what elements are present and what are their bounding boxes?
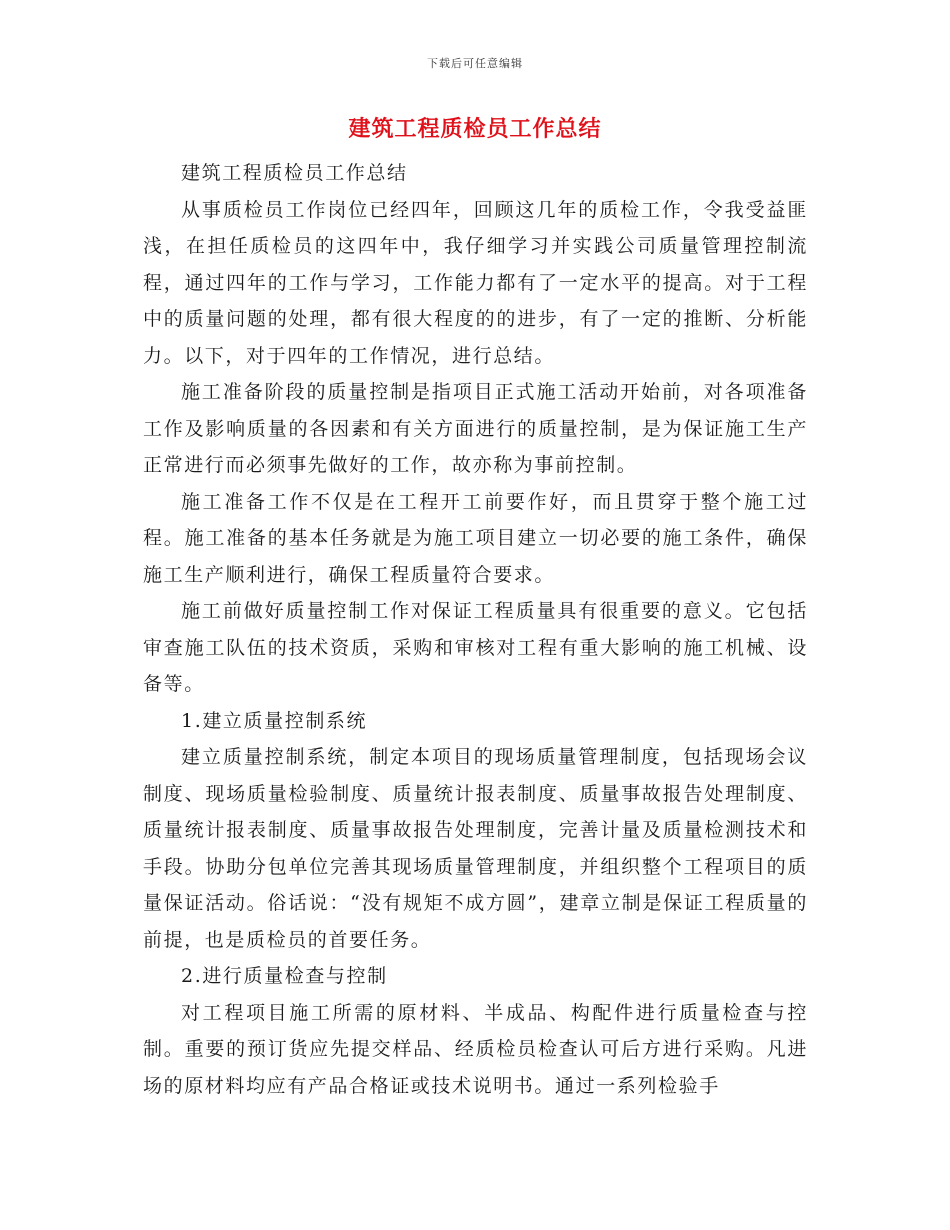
- subtitle-paragraph: 建筑工程质检员工作总结: [181, 162, 408, 184]
- body-paragraph: 施工前做好质量控制工作对保证工程质量具有很重要的意义。它包括审查施工队伍的技术资质，采购和审核对工程有重大影响的施工机械、设备等。: [143, 600, 808, 695]
- document-body: [143, 155, 808, 1104]
- section-heading: 1.建立质量控制系统: [181, 709, 368, 732]
- body-paragraph: 施工准备阶段的质量控制是指项目正式施工活动开始前，对各项准备工作及影响质量的各因素和有关方面进行的质量控制，是为保证施工生产正常进行而必须事先做好的工作，故亦称为事前控制。: [143, 381, 808, 476]
- body-paragraph: 从事质检员工作岗位已经四年，回顾这几年的质检工作，令我受益匪浅，在担任质检员的这四年中，我仔细学习并实践公司质量管理控制流程，通过四年的工作与学习，工作能力都有了一定水平的提高。对于工程中的质量问题的处理，都有很大程度的的进步，有了一定的推断、分析能力。以下，对于四年的工作情况，进行总结。: [143, 198, 808, 367]
- header-note: 下载后可任意编辑: [427, 57, 523, 70]
- section-heading: 2.进行质量检查与控制: [181, 965, 388, 987]
- body-paragraph: 对工程项目施工所需的原材料、半成品、构配件进行质量检查与控制。重要的预订货应先提交样品、经质检员检查认可后方进行采购。凡进场的原材料均应有产品合格证或技术说明书。通过一系列检验手: [143, 1001, 808, 1097]
- document-title: 建筑工程质检员工作总结: [348, 116, 602, 142]
- body-paragraph: 建立质量控制系统，制定本项目的现场质量管理制度，包括现场会议制度、现场质量检验制度、质量统计报表制度、质量事故报告处理制度、质量统计报表制度、质量事故报告处理制度，完善计量及质量检测技术和手段。协助分包单位完善其现场质量管理制度，并组织整个工程项目的质量保证活动。俗话说：“没有规矩不成方圆”，建章立制是保证工程质量的前提，也是质检员的首要任务。: [143, 746, 808, 951]
- body-paragraph: 施工准备工作不仅是在工程开工前要作好，而且贯穿于整个施工过程。施工准备的基本任务就是为施工项目建立一切必要的施工条件，确保施工生产顺利进行，确保工程质量符合要求。: [143, 490, 808, 586]
